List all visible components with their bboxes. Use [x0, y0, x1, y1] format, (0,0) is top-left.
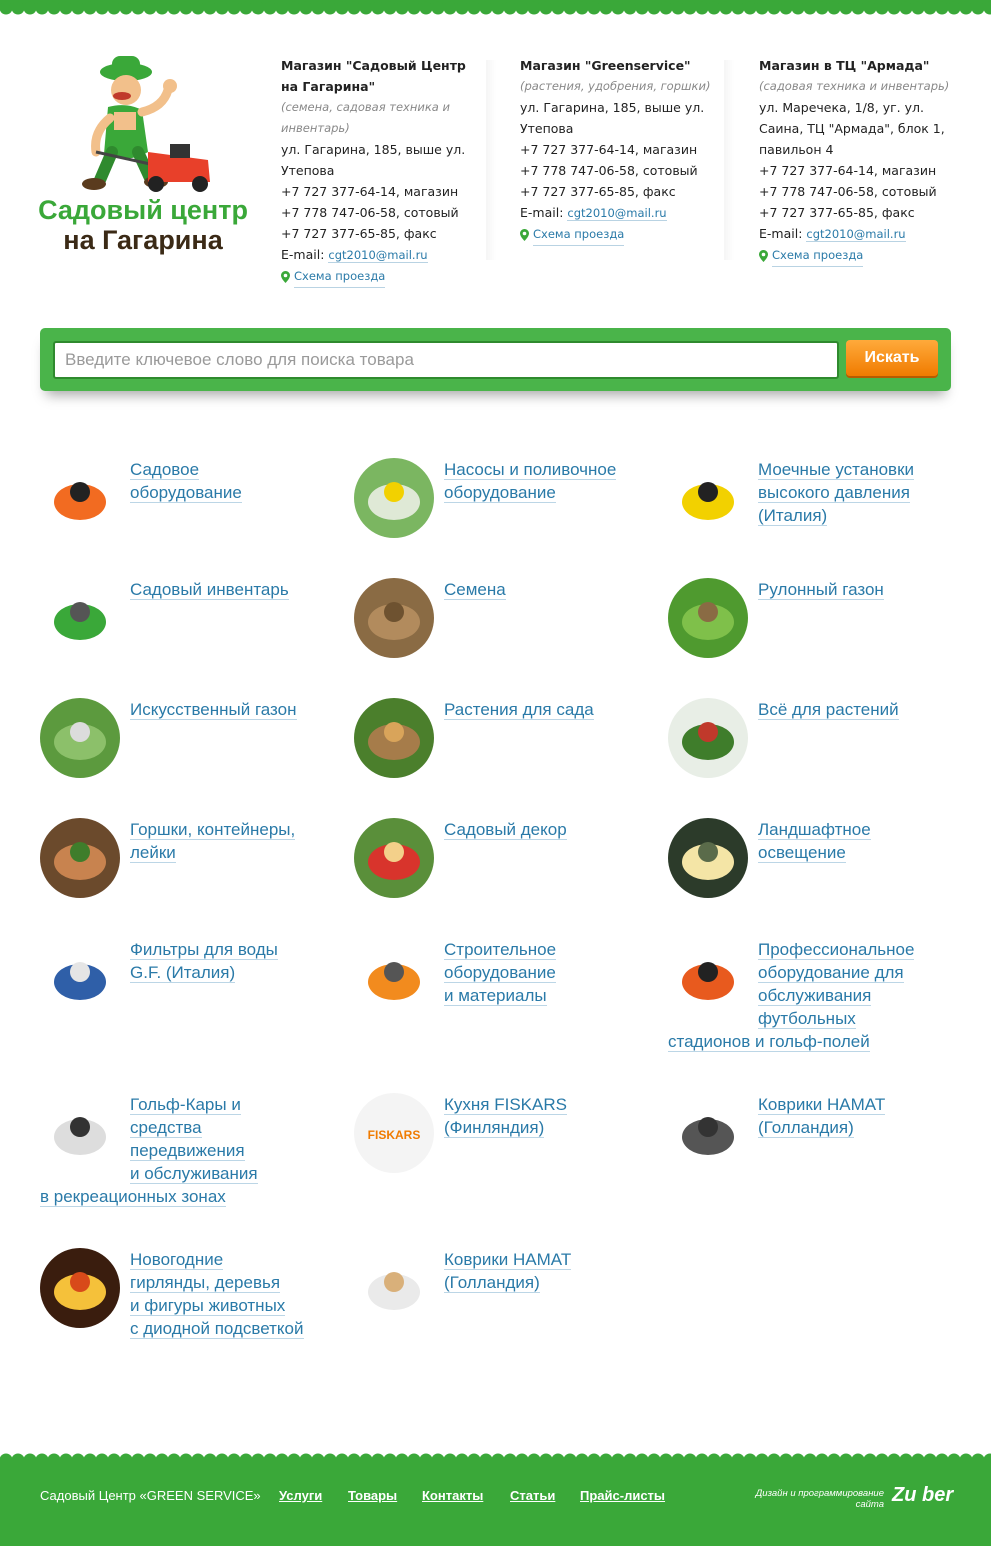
category-item[interactable]: [40, 818, 340, 918]
category-link[interactable]: [354, 578, 654, 601]
category-link-line: оборудование: [130, 483, 242, 502]
category-link-line: в рекреационных зонах: [40, 1187, 226, 1206]
email-link[interactable]: cgt2010@mail.ru: [806, 227, 906, 241]
search-button[interactable]: Искать: [846, 340, 938, 376]
category-link[interactable]: [40, 698, 340, 721]
footer-credit-line2: сайта: [855, 1499, 884, 1510]
category-link-line: оборудование: [444, 963, 556, 982]
category-link-line: лейки: [130, 843, 176, 862]
category-link-line: оборудование: [444, 483, 556, 502]
category-item[interactable]: [668, 698, 968, 798]
category-item[interactable]: [668, 458, 968, 558]
category-link-line: Строительное: [444, 940, 557, 959]
category-link[interactable]: [40, 1093, 340, 1208]
category-item[interactable]: [40, 1093, 340, 1206]
category-link-line: (Голландия): [758, 1118, 854, 1137]
map-link-label: Схема проезда: [533, 224, 624, 246]
category-link-line: средства: [130, 1118, 202, 1137]
category-link-line: G.F. (Италия): [130, 963, 236, 982]
store-phone: +7 778 747-06-58, сотовый: [759, 184, 937, 199]
studio-logo[interactable]: Zu ber: [892, 1484, 954, 1506]
category-link[interactable]: [668, 938, 968, 1053]
category-link-line: Коврики HAMAT: [758, 1095, 886, 1114]
category-link-line: и материалы: [444, 986, 547, 1005]
store-subtitle: (семена, садовая техника и инвентарь): [281, 100, 450, 135]
store-divider: [486, 60, 496, 260]
category-link-line: (Голландия): [444, 1273, 540, 1292]
category-link-line: Всё для растений: [758, 700, 899, 719]
category-link-line: Искусственный газон: [130, 700, 297, 719]
category-link-line: Семена: [444, 580, 506, 599]
category-link-line: высокого давления: [758, 483, 910, 502]
category-link-line: с диодной подсветкой: [130, 1319, 304, 1338]
logo-line2: на Гагарина: [63, 225, 223, 255]
category-item[interactable]: [354, 1093, 654, 1193]
category-link-line: стадионов и гольф-полей: [668, 1032, 870, 1051]
email-link[interactable]: cgt2010@mail.ru: [328, 248, 428, 262]
category-item[interactable]: [40, 1248, 340, 1348]
email-label: E-mail:: [759, 226, 803, 241]
logo-text[interactable]: [38, 195, 248, 255]
store-phone: +7 727 377-65-85, факс: [281, 226, 437, 241]
category-link-line: гирлянды, деревья: [130, 1273, 281, 1292]
footer-credit-line1: Дизайн и программирование: [755, 1488, 884, 1499]
map-link-label: Схема проезда: [772, 245, 863, 267]
store-phone: +7 778 747-06-58, сотовый: [281, 205, 459, 220]
category-link-line: Фильтры для воды: [130, 940, 278, 959]
category-link-line: Растения для сада: [444, 700, 594, 719]
footer-credit: [744, 1488, 884, 1510]
category-item[interactable]: [354, 1248, 654, 1348]
category-link-line: Насосы и поливочное: [444, 460, 617, 479]
store-contact-2: [520, 55, 720, 247]
store-title: Магазин "Садовый Центр на Гагарина": [281, 58, 466, 94]
map-link[interactable]: [520, 224, 624, 246]
footer-nav-articles[interactable]: Статьи: [510, 1488, 556, 1503]
footer-copyright: Садовый Центр «GREEN SERVICE»: [40, 1488, 261, 1503]
category-item[interactable]: [354, 818, 654, 918]
top-wave-border: [0, 0, 991, 16]
store-title: Магазин "Greenservice": [520, 58, 691, 73]
category-item[interactable]: [668, 818, 968, 918]
category-link-line: оборудование для: [758, 963, 904, 982]
store-phone: +7 727 377-64-14, магазин: [520, 142, 698, 157]
category-link-line: Моечные установки: [758, 460, 915, 479]
category-item[interactable]: [40, 458, 340, 558]
category-link[interactable]: [354, 1093, 654, 1139]
footer-nav-products[interactable]: Товары: [348, 1488, 398, 1503]
category-link[interactable]: [40, 1248, 340, 1340]
category-link[interactable]: [668, 698, 968, 721]
category-link-line: освещение: [758, 843, 846, 862]
category-link[interactable]: [40, 458, 340, 504]
email-label: E-mail:: [520, 205, 564, 220]
category-link[interactable]: [354, 818, 654, 841]
category-link-line: и обслуживания: [130, 1164, 258, 1183]
category-item[interactable]: [40, 578, 340, 678]
category-link-line: футбольных: [758, 1009, 856, 1028]
map-pin-icon: [759, 250, 768, 262]
store-contact-3: [759, 55, 959, 268]
category-link-line: обслуживания: [758, 986, 872, 1005]
store-contact-1: [281, 55, 476, 289]
store-phone: +7 727 377-64-14, магазин: [759, 163, 937, 178]
store-phone: +7 727 377-65-85, факс: [520, 184, 676, 199]
store-title: Магазин в ТЦ "Армада": [759, 58, 930, 73]
category-link-line: Новогодние: [130, 1250, 224, 1269]
map-link[interactable]: [281, 266, 385, 288]
category-link-line: Садовое: [130, 460, 200, 479]
logo-line1: Садовый центр: [38, 195, 248, 225]
category-link[interactable]: [40, 818, 340, 864]
footer-nav-price-lists[interactable]: Прайс-листы: [580, 1488, 666, 1503]
category-link-line: Садовый инвентарь: [130, 580, 289, 599]
category-item[interactable]: [354, 578, 654, 678]
category-item[interactable]: [354, 698, 654, 798]
category-link-line: Горшки, контейнеры,: [130, 820, 296, 839]
category-item[interactable]: [354, 458, 654, 558]
category-link[interactable]: [40, 938, 340, 984]
category-link[interactable]: [354, 698, 654, 721]
category-link[interactable]: [668, 1093, 968, 1139]
category-link-line: и фигуры животных: [130, 1296, 286, 1315]
footer-nav-contacts[interactable]: Контакты: [422, 1488, 484, 1503]
category-link-line: Садовый декор: [444, 820, 567, 839]
map-pin-icon: [281, 271, 290, 283]
category-link[interactable]: [668, 458, 968, 527]
category-link-line: Ландшафтное: [758, 820, 871, 839]
category-link-line: Рулонный газон: [758, 580, 884, 599]
fiskars-logo-text: FISKARS: [367, 1128, 421, 1142]
category-link-line: Кухня FISKARS: [444, 1095, 567, 1114]
email-label: E-mail:: [281, 247, 325, 262]
store-address: ул. Маречека, 1/8, уг. ул. Саина, ТЦ "Армада", блок 1, павильон 4: [759, 100, 945, 157]
category-item[interactable]: [668, 578, 968, 678]
category-item[interactable]: [668, 938, 968, 1051]
search-panel: [40, 328, 951, 391]
store-phone: +7 727 377-64-14, магазин: [281, 184, 459, 199]
map-pin-icon: [520, 229, 529, 241]
category-link[interactable]: [40, 578, 340, 601]
map-link-label: Схема проезда: [294, 266, 385, 288]
category-link[interactable]: [354, 1248, 654, 1294]
category-link-line: Гольф-Кары и: [130, 1095, 241, 1114]
email-link[interactable]: cgt2010@mail.ru: [567, 206, 667, 220]
category-item[interactable]: [40, 698, 340, 798]
category-link[interactable]: [354, 938, 654, 1007]
store-phone: +7 727 377-65-85, факс: [759, 205, 915, 220]
store-phone: +7 778 747-06-58, сотовый: [520, 163, 698, 178]
category-link[interactable]: [668, 818, 968, 864]
store-address: ул. Гагарина, 185, выше ул. Утепова: [520, 100, 705, 136]
search-input[interactable]: [53, 341, 839, 379]
store-subtitle: (садовая техника и инвентарь): [759, 79, 950, 93]
store-subtitle: (растения, удобрения, горшки): [520, 79, 711, 93]
map-link[interactable]: [759, 245, 863, 267]
category-link[interactable]: [668, 578, 968, 601]
category-link-line: передвижения: [130, 1141, 245, 1160]
store-address: ул. Гагарина, 185, выше ул. Утепова: [281, 142, 466, 178]
footer-nav-services[interactable]: Услуги: [279, 1488, 323, 1503]
category-link-line: (Финляндия): [444, 1118, 545, 1137]
category-link-line: Профессиональное: [758, 940, 915, 959]
category-link-line: Коврики HAMAT: [444, 1250, 572, 1269]
store-divider: [724, 60, 734, 260]
category-item[interactable]: [354, 938, 654, 1038]
category-link-line: (Италия): [758, 506, 828, 525]
category-item[interactable]: [668, 1093, 968, 1193]
category-link[interactable]: [354, 458, 654, 504]
category-item[interactable]: [40, 938, 340, 1038]
